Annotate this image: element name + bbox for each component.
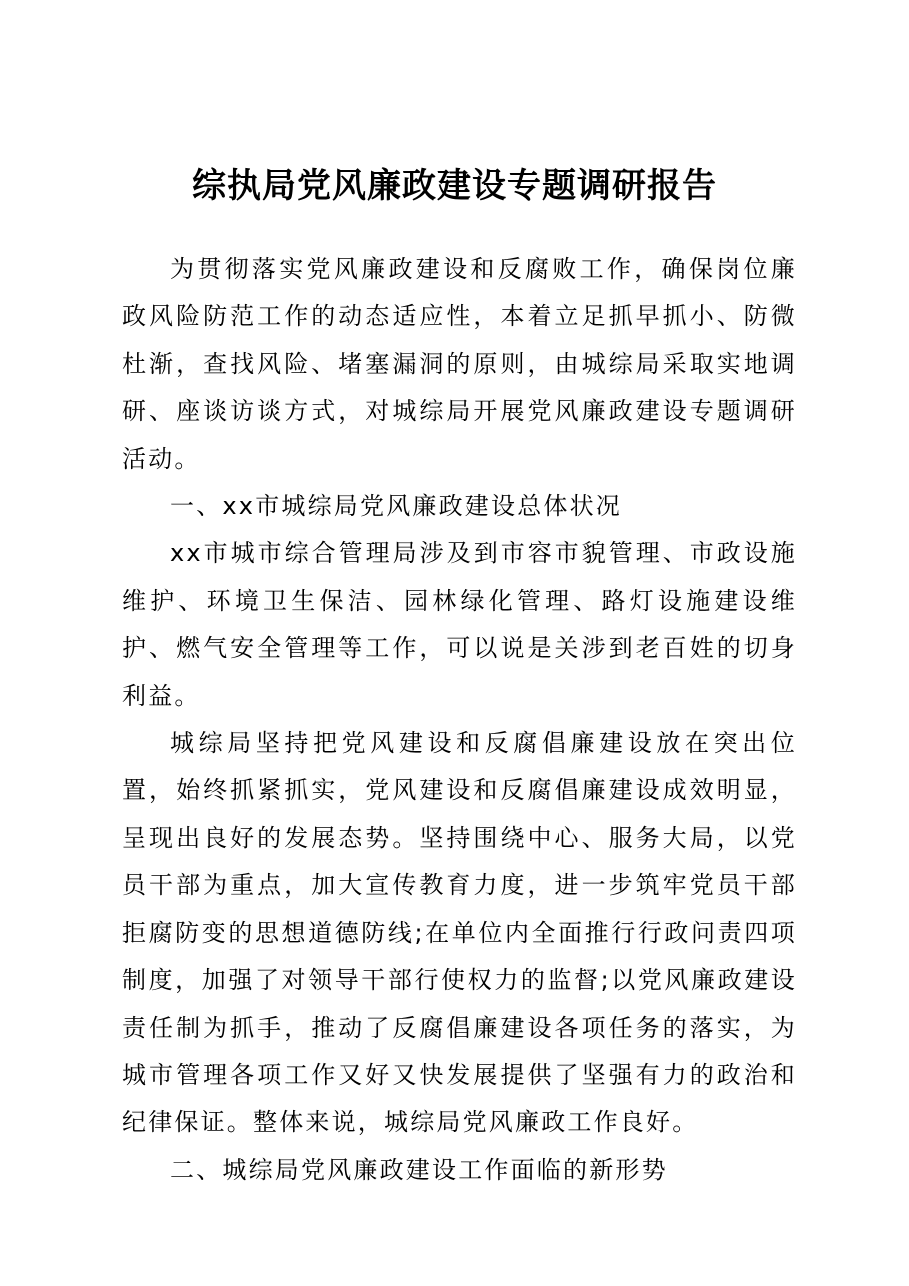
paragraph-overview: 城综局坚持把党风建设和反腐倡廉建设放在突出位置，始终抓紧抓实，党风建设和反腐倡廉建设成效明显，呈现出良好的发展态势。坚持围绕中心、服务大局，以党员干部为重点，加大宣传教育力度，进一步筑牢党员干部拒腐防变的思想道德防线;在单位内全面推行行政问责四项制度，加强了对领导干部行使权力的监督;以党风廉政建设责任制为抓手，推动了反腐倡廉建设各项任务的落实，为城市管理各项工作又好又快发展提供了坚强有力的政治和纪律保证。整体来说，城综局党风廉政工作良好。 <box>122 729 797 1137</box>
section-heading-2: 二、城综局党风廉政建设工作面临的新形势 <box>170 1155 668 1184</box>
document-body <box>122 246 797 1194</box>
section-heading-1: 一、xx市城综局党风廉政建设总体状况 <box>170 492 623 521</box>
document-title: 综执局党风廉政建设专题调研报告 <box>192 166 717 206</box>
paragraph-intro: 为贯彻落实党风廉政建设和反腐败工作，确保岗位廉政风险防范工作的动态适应性，本着立足抓早抓小、防微杜渐，查找风险、堵塞漏洞的原则，由城综局采取实地调研、座谈访谈方式，对城综局开展党风廉政建设专题调研活动。 <box>122 255 797 473</box>
paragraph-scope: xx市城市综合管理局涉及到市容市貌管理、市政设施维护、环境卫生保洁、园林绿化管理、路灯设施建设维护、燃气安全管理等工作，可以说是关涉到老百姓的切身利益。 <box>122 539 797 710</box>
